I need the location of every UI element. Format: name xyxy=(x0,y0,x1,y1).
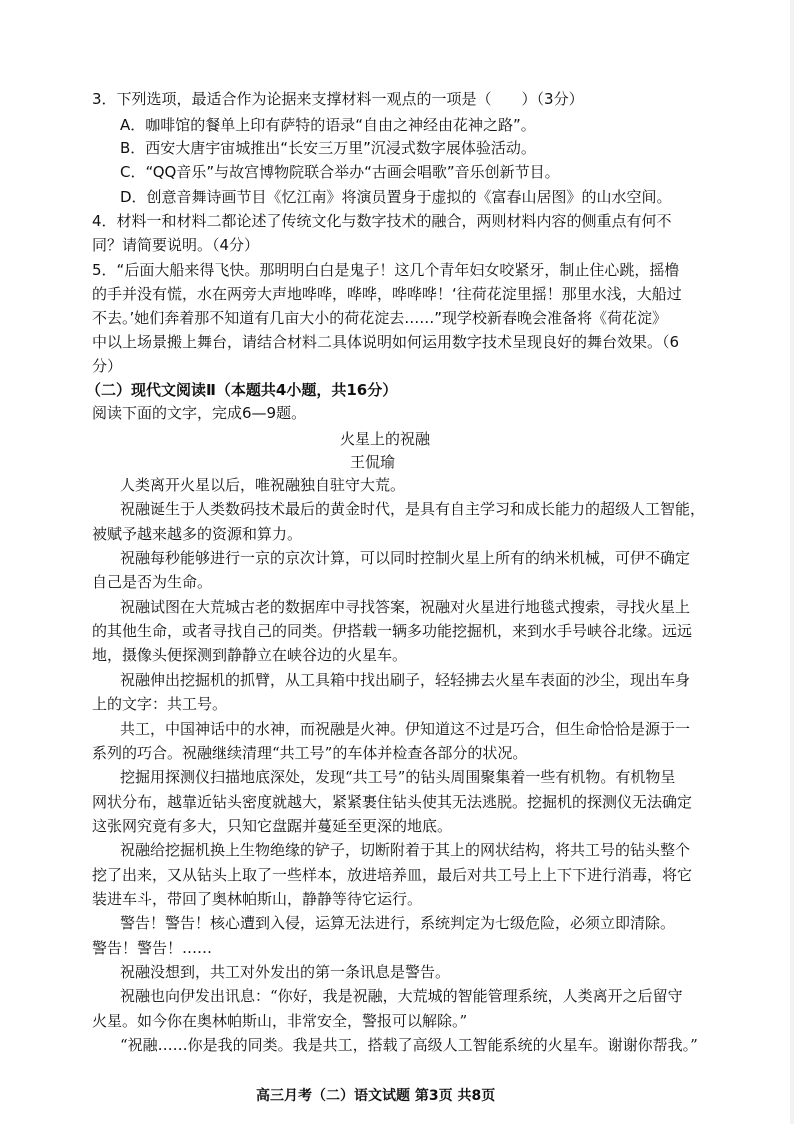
section-instruction: 阅读下面的文字，完成6—9题。 xyxy=(92,404,307,422)
passage-line: 祝融也向伊发出讯息：“你好，我是祝融，大荒城的智能管理系统，人类离开之后留守 xyxy=(120,987,683,1005)
passage-line: 祝融没想到，共工对外发出的第一条讯息是警告。 xyxy=(120,963,451,981)
q5-line: 5．“后面大船来得飞快。那明明白白是鬼子！这几个青年妇女咬紧牙，制止住心跳，摇橹 xyxy=(92,261,680,279)
section-heading: （二）现代文阅读Ⅱ（本题共4小题，共16分） xyxy=(86,381,398,399)
passage-author: 王侃瑜 xyxy=(350,453,396,471)
passage-line: 人类离开火星以后，唯祝融独自驻守大荒。 xyxy=(120,476,406,494)
passage-line: 的其他生命，或者寻找自己的同类。伊搭载一辆多功能挖掘机，来到水手号峡谷北缘。远远 xyxy=(92,622,693,640)
passage-line: 祝融试图在大荒城古老的数据库中寻找答案，祝融对火星进行地毯式搜索，寻找火星上 xyxy=(120,598,691,616)
q3-option-b: B．西安大唐宇宙城推出“长安三万里”沉浸式数字展体验活动。 xyxy=(120,139,536,157)
passage-line: 被赋予越来越多的资源和算力。 xyxy=(92,525,303,543)
scan-edge xyxy=(790,0,794,1124)
passage-title: 火星上的祝融 xyxy=(340,430,431,448)
q3-stem: 3．下列选项，最适合作为论据来支撑材料一观点的一项是（ ）（3分） xyxy=(92,90,584,108)
q5-line: 分） xyxy=(92,357,123,375)
passage-line: 地，摄像头便探测到静静立在峡谷边的火星车。 xyxy=(92,646,408,664)
q5-line: 不去。’她们奔着那不知道有几亩大小的荷花淀去……”现学校新春晚会准备将《荷花淀》 xyxy=(92,309,668,327)
passage-line: 祝融诞生于人类数码技术最后的黄金时代，是具有自主学习和成长能力的超级人工智能， xyxy=(120,500,706,518)
passage-line: 这张网究竟有多大，只知它盘踞并蔓延至更深的地底。 xyxy=(92,817,453,835)
q3-option-d: D．创意音舞诗画节目《忆江南》将演员置身于虚拟的《富春山居图》的山水空间。 xyxy=(120,188,672,206)
passage-line: 警告！警告！核心遭到入侵，运算无法进行，系统判定为七级危险，必须立即清除。 xyxy=(120,914,676,932)
q3-option-a: A．咖啡馆的餐单上印有萨特的语录“自由之神经由花神之路”。 xyxy=(120,116,536,134)
q3-option-c: C．“QQ音乐”与故宫博物院联合举办“古画会唱歌”音乐创新节目。 xyxy=(120,163,560,181)
passage-line: 火星。如今你在奥林帕斯山，非常安全，警报可以解除。” xyxy=(92,1012,468,1030)
passage-line: 祝融伸出挖掘机的抓臂，从工具箱中找出刷子，轻轻拂去火星车表面的沙尘，现出车身 xyxy=(120,671,691,689)
q5-line: 中以上场景搬上舞台，请结合材料二具体说明如何运用数字技术呈现良好的舞台效果。（6 xyxy=(92,333,680,351)
passage-line: 祝融每秒能够进行一京的京次计算，可以同时控制火星上所有的纳米机械，可伊不确定 xyxy=(120,549,691,567)
passage-line: 系列的巧合。祝融继续清理“共工号”的车体并检查各部分的状况。 xyxy=(92,744,528,762)
passage-line: 警告！警告！…… xyxy=(92,939,213,957)
q4-line: 同？请简要说明。（4分） xyxy=(92,236,260,254)
passage-line: 挖掘用探测仪扫描地底深处，发现“共工号”的钻头周围聚集着一些有机物。有机物呈 xyxy=(120,768,676,786)
page-footer: 高三月考（二）语文试题 第3页 共8页 xyxy=(256,1088,496,1104)
passage-line: 上的文字：共工号。 xyxy=(92,695,228,713)
passage-line: 祝融给挖掘机换上生物绝缘的铲子，切断附着于其上的网状结构，将共工号的钻头整个 xyxy=(120,841,691,859)
q5-line: 的手并没有慌，水在两旁大声地哗哗，哗哗，哗哗哗！‘往荷花淀里摇！那里水浅，大船过 xyxy=(92,285,682,303)
q4-line: 4．材料一和材料二都论述了传统文化与数字技术的融合，两则材料内容的侧重点有何不 xyxy=(92,212,672,230)
passage-line: 网状分布，越靠近钻头密度就越大，紧紧裹住钻头使其无法逃脱。挖掘机的探测仪无法确定 xyxy=(92,793,693,811)
passage-line: 自己是否为生命。 xyxy=(92,573,213,591)
passage-line: “祝融……你是我的同类。我是共工，搭载了高级人工智能系统的火星车。谢谢你帮我。” xyxy=(120,1036,698,1054)
passage-line: 共工，中国神话中的水神，而祝融是火神。伊知道这不过是巧合，但生命恰恰是源于一 xyxy=(120,720,691,738)
passage-line: 挖了出来，又从钻头上取了一些样本，放进培养皿，最后对共工号上上下下进行消毒，将它 xyxy=(92,866,693,884)
passage-line: 装进车斗，带回了奥林帕斯山，静静等待它运行。 xyxy=(92,890,423,908)
